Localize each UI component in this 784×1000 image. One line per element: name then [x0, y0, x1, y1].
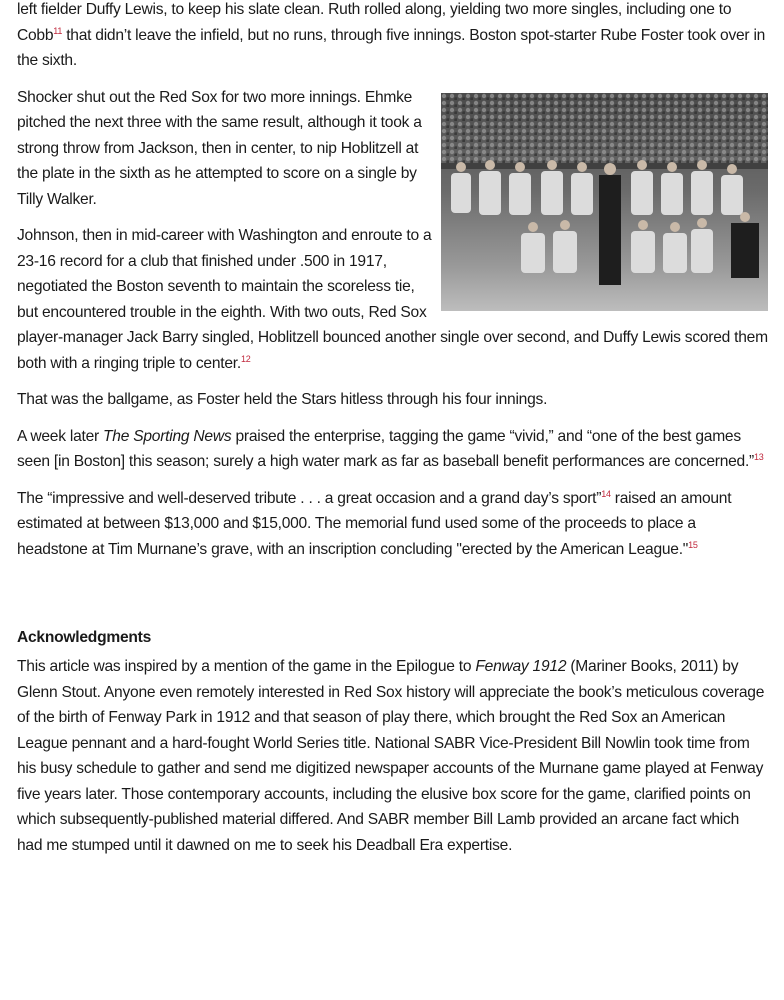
text: left fielder Duffy Lewis, to keep his slate clean. Ruth rolled along, yielding two more singles, including one to Cobb: [17, 1, 732, 44]
text: This article was inspired by a mention of the game in the Epilogue to: [17, 658, 476, 675]
paragraph: Shocker shut out the Red Sox for two more innings. Ehmke pitched the next three with the same result, although it took a strong throw from Jackson, then in center, to nip Hoblitzell at the plate in the sixth as he attempted to score on a single by Tilly Walker.: [17, 88, 422, 208]
text: Johnson, then in mid-career with Washington and enroute to a 23-16 record for a club that finished under .500 in 1917, negotiated the Boston seventh to maintain the scoreless tie, but encountered trouble in the eighth. With two outs, Red Sox player-manager Jack Barry singled, Hoblitzell bounced another single over second, and Duffy Lewis scored them both with a ringing triple to center.: [17, 227, 768, 372]
text: praised the enterprise, tagging the game “vivid,” and “one of the best games seen [in Boston] this season; surely a high water mark as far as baseball benefit performances are concerned.”: [17, 427, 754, 470]
text: The “impressive and well-deserved tribute . . . a great occasion and a grand day’s sport”: [17, 489, 602, 507]
paragraph: [17, 424, 768, 475]
acknowledgments-paragraph: [17, 654, 768, 858]
book-title: Fenway 1912: [475, 658, 567, 675]
paragraph: [17, 0, 768, 74]
footnote-link[interactable]: 11: [53, 25, 63, 36]
paragraph: [17, 486, 768, 563]
footnote-link[interactable]: 15: [688, 539, 698, 550]
team-photo-image: [441, 93, 768, 311]
text: (Mariner Books, 2011) by Glenn Stout. Anyone even remotely interested in Red Sox history will appreciate the book’s meticulous coverage of the birth of Fenway Park in 1912 and that season of play there, which brought the Red Sox an American League pennant and a hard-fought World Series title. National SABR Vice-President Bill Nowlin took time from his busy schedule to gather and send me digitized newspaper accounts of the Murnane game played at Fenway five years later. Those contemporary accounts, including the elusive box score for the game, clarified points on which subsequently-published material differed. And SABR member Bill Lamb provided an arcane fact which had me stumped until it dawned on me to seek his Deadball Era expertise.: [17, 658, 765, 854]
paragraph: That was the ballgame, as Foster held the Stars hitless through his four innings.: [17, 391, 548, 408]
text: that didn’t leave the infield, but no runs, through five innings. Boston spot-starter Rube Foster took over in the sixth.: [17, 26, 766, 69]
text: raised an amount estimated at between $13,000 and $15,000. The memorial fund used some of the proceeds to place a headstone at Tim Murnane’s grave, with an inscription concluding "erected by the American League.": [17, 489, 732, 558]
footnote-link[interactable]: 13: [754, 452, 764, 462]
acknowledgments-heading: Acknowledgments: [17, 629, 152, 646]
footnote-link[interactable]: 14: [601, 488, 611, 499]
publication-title: The Sporting News: [103, 427, 232, 445]
text: A week later: [17, 427, 104, 445]
footnote-link[interactable]: 12: [240, 353, 251, 364]
